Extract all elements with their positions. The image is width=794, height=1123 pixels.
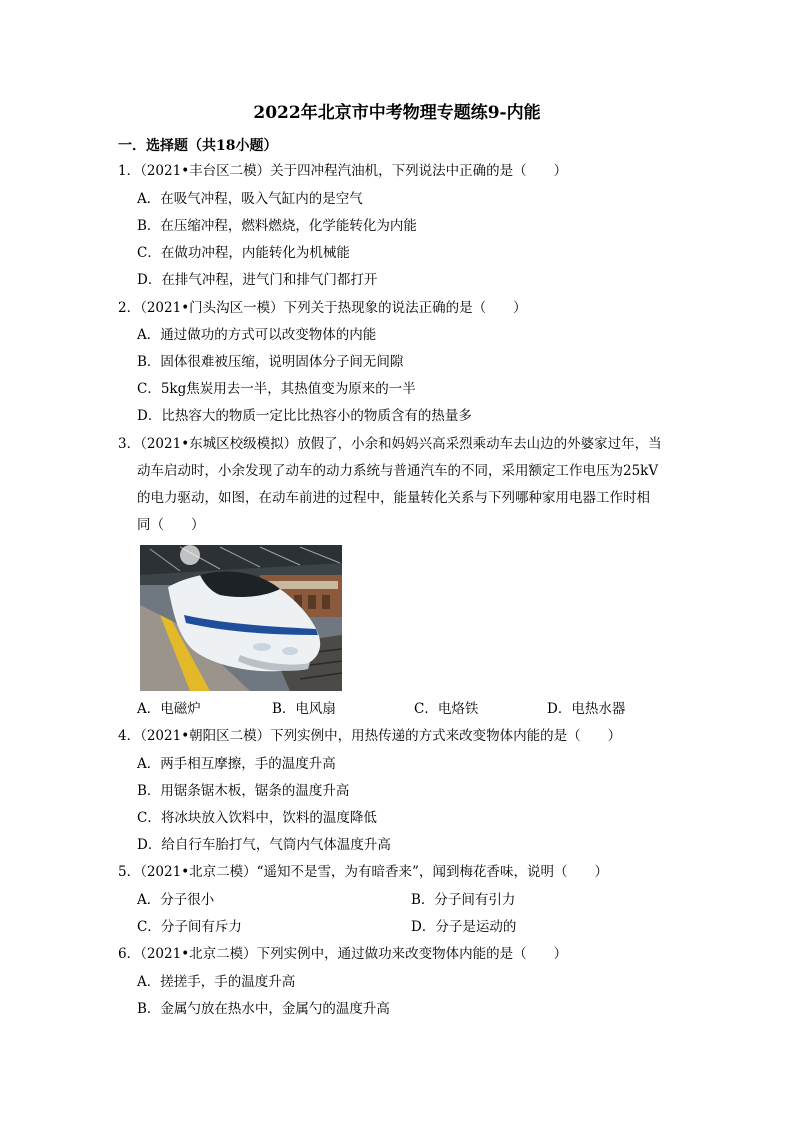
question-3-option-b: B．电风扇 — [272, 701, 336, 717]
question-5-option-c: C．分子间有斥力 — [137, 919, 242, 935]
question-3-option-d: D．电热水器 — [547, 701, 626, 717]
question-4-option-a: A．两手相互摩擦，手的温度升高 — [137, 756, 336, 772]
question-1-option-b: B．在压缩冲程，燃料燃烧，化学能转化为内能 — [137, 218, 417, 234]
section-heading: 一．选择题（共18小题） — [118, 138, 278, 154]
question-2-option-d: D．比热容大的物质一定比比热容小的物质含有的热量多 — [137, 408, 472, 424]
question-3-stem-line-2: 动车启动时，小余发现了动车的动力系统与普通汽车的不同，采用额定工作电压为25kV — [137, 463, 659, 479]
question-6-option-a: A．搓搓手，手的温度升高 — [137, 974, 296, 990]
question-1-option-c: C．在做功冲程，内能转化为机械能 — [137, 245, 350, 261]
question-4-option-d: D．给自行车胎打气，气筒内气体温度升高 — [137, 837, 391, 853]
question-3-stem-line-3: 的电力驱动，如图，在动车前进的过程中，能量转化关系与下列哪种家用电器工作时相 — [137, 490, 650, 506]
question-5-option-d: D．分子是运动的 — [411, 919, 517, 935]
question-1-option-d: D．在排气冲程，进气门和排气门都打开 — [137, 272, 378, 288]
question-5-option-b: B．分子间有引力 — [411, 892, 516, 908]
question-5-option-a: A．分子很小 — [137, 892, 215, 908]
question-3-stem-line-4: 同（ ） — [137, 517, 205, 533]
question-6-option-b: B．金属勺放在热水中，金属勺的温度升高 — [137, 1001, 390, 1017]
document-title: 2022年北京市中考物理专题练9-内能 — [253, 103, 541, 123]
question-2-stem: 2．（2021•门头沟区一模）下列关于热现象的说法正确的是（ ） — [118, 300, 527, 316]
question-4-option-c: C．将冰块放入饮料中，饮料的温度降低 — [137, 810, 377, 826]
high-speed-train-photo — [140, 545, 342, 691]
question-2-option-a: A．通过做功的方式可以改变物体的内能 — [137, 327, 377, 343]
question-3-option-a: A．电磁炉 — [137, 701, 201, 717]
question-2-option-c: C．5kg焦炭用去一半，其热值变为原来的一半 — [137, 381, 416, 397]
question-4-stem: 4．（2021•朝阳区二模）下列实例中，用热传递的方式来改变物体内能的是（ ） — [118, 728, 622, 744]
question-6-stem: 6．（2021•北京二模）下列实例中，通过做功来改变物体内能的是（ ） — [118, 946, 568, 962]
question-3-option-c: C．电烙铁 — [414, 701, 479, 717]
question-5-stem: 5．（2021•北京二模）“遥知不是雪，为有暗香来”，闻到梅花香味，说明（ ） — [118, 864, 608, 880]
question-3-stem-line-1: 3．（2021•东城区校级模拟）放假了，小余和妈妈兴高采烈乘动车去山边的外婆家过年，当 — [118, 436, 662, 452]
question-2-option-b: B．固体很难被压缩，说明固体分子间无间隙 — [137, 354, 404, 370]
question-4-option-b: B．用锯条锯木板，锯条的温度升高 — [137, 783, 350, 799]
question-1-stem: 1．（2021•丰台区二模）关于四冲程汽油机，下列说法中正确的是（ ） — [118, 163, 568, 179]
question-1-option-a: A．在吸气冲程，吸入气缸内的是空气 — [137, 191, 363, 207]
